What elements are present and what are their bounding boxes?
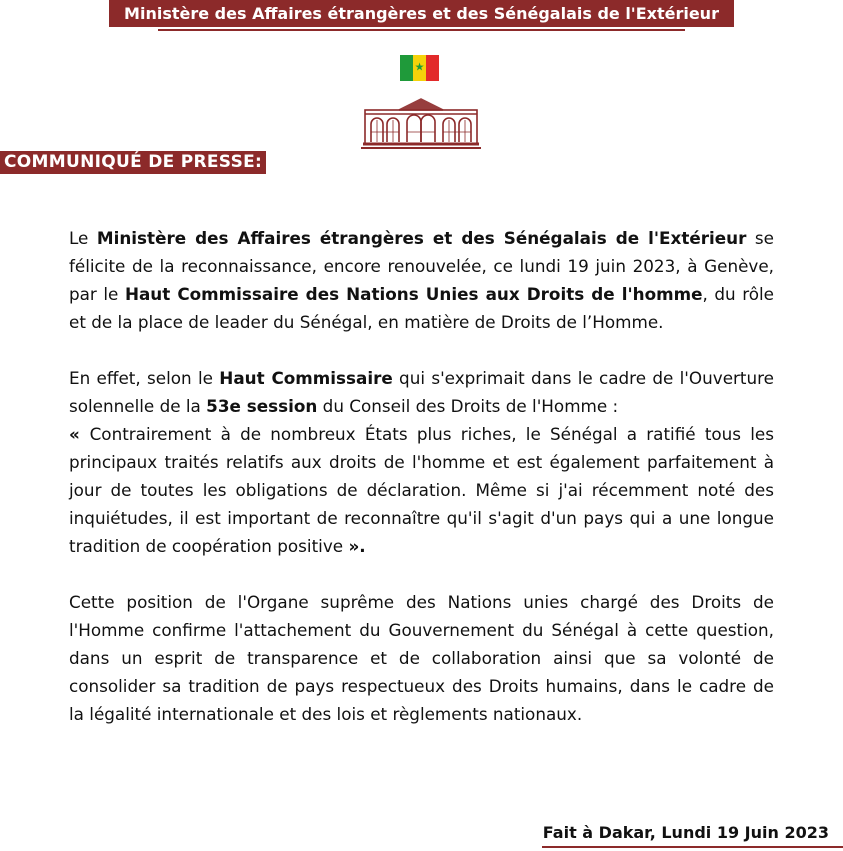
ministry-name-bold: Ministère des Affaires étrangères et des Sénégalais de l'Extérieur [96,228,747,248]
signoff-divider [542,846,843,848]
senegal-flag-icon [400,55,439,81]
signoff-date: Fait à Dakar, Lundi 19 Juin 2023 [542,823,829,842]
paragraph-3: Cette position de l'Organe suprême des Nations unies chargé des Droits de l'Homme confirme l'attachement du Gouvernement du Sénégal à cette question, dans un esprit de transparence et de collaboration ainsi que sa volonté de consolider sa tradition de pays respectueux des Droits humains, dans le cadre de la légalité internationale et des lois et règlements nationaux. [69,592,774,724]
high-commissioner-title-bold: Haut Commissaire des Nations Unies aux Droits de l'homme [124,284,703,304]
high-commissioner-bold: Haut Commissaire [219,368,393,388]
paragraph-1: Le Ministère des Affaires étrangères et des Sénégalais de l'Extérieur se félicite de la reconnaissance, encore renouvelée, ce lundi 19 juin 2023, à Genève, par le Haut Commissaire des Nations Unies aux Droits de l'homme, du rôle et de la place de leader du Sénégal, en matière de Droits de l’Homme. [69,228,774,332]
communique-body [69,224,774,728]
ministry-building-icon [359,94,483,150]
flag-yellow-band [413,55,426,81]
flag-star-icon: ★ [414,61,425,74]
quote-close: ». [348,536,366,556]
flag-green-band [400,55,413,81]
ministry-banner: Ministère des Affaires étrangères et des Sénégalais de l'Extérieur [109,0,734,27]
paragraph-2: En effet, selon le Haut Commissaire qui s'exprimait dans le cadre de l'Ouverture solennelle de la 53e session du Conseil des Droits de l'Homme : « Contrairement à de nombreux États plus riches, le Sénégal a ratifié tous les principaux traités relatifs aux droits de l'homme et est également parfaitement à jour de toutes les obligations de déclaration. Même si j'ai récemment noté des inquiétudes, il est important de reconnaître qu'il s'agit d'un pays qui a une longue tradition de coopération positive ». [69,368,774,556]
quote-open: « [69,424,90,444]
banner-divider [158,29,685,31]
quotation: Contrairement à de nombreux États plus riches, le Sénégal a ratifié tous les principaux traités relatifs aux droits de l'homme et est également parfaitement à jour de toutes les obligations de déclaration. Même si j'ai récemment noté des inquiétudes, il est important de reconnaître qu'il s'agit d'un pays qui a une longue tradition de coopération positive [69,424,774,556]
press-release-label: COMMUNIQUÉ DE PRESSE: [0,151,266,174]
flag-red-band [426,55,439,81]
session-number-bold: 53e session [206,396,318,416]
